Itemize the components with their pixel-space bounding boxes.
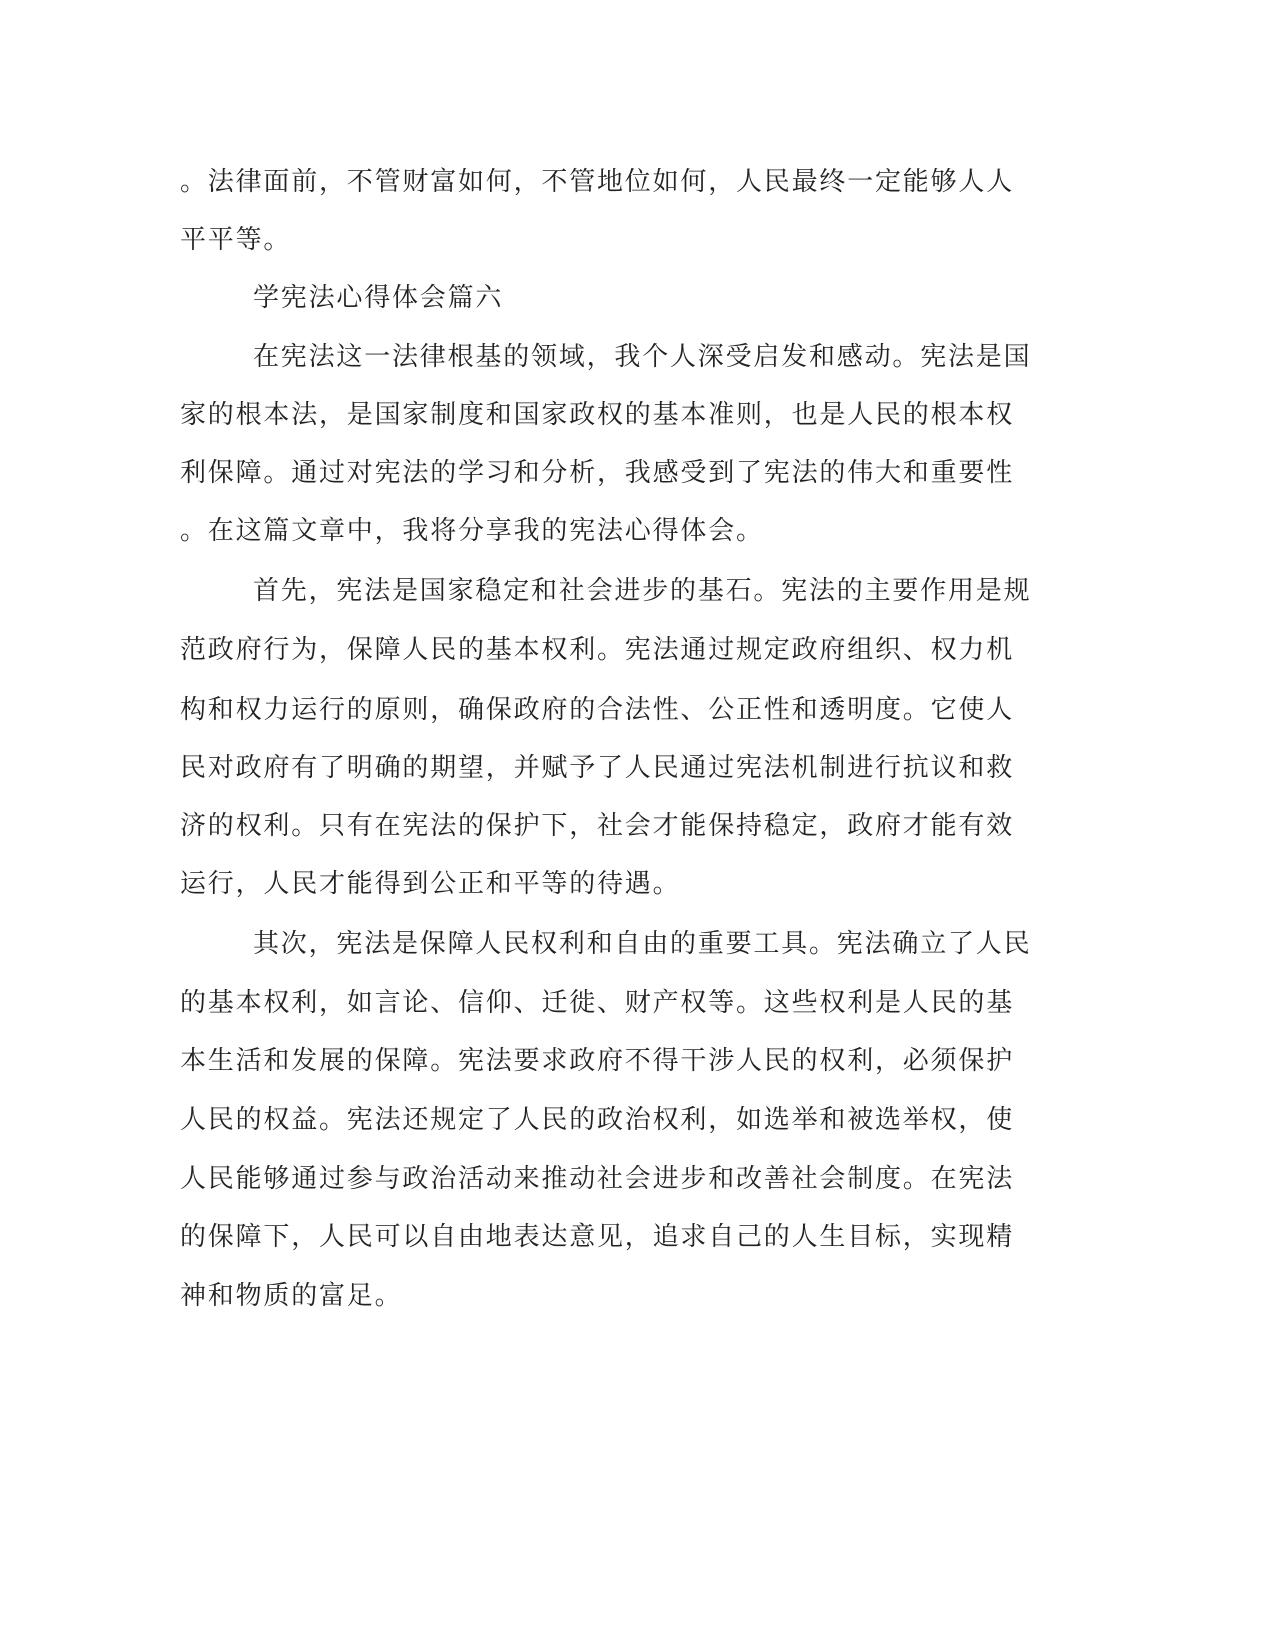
text-line: 人民的权益。宪法还规定了人民的政治权利，如选举和被选举权，使 bbox=[180, 1105, 1015, 1135]
text-line: 济的权利。只有在宪法的保护下，社会才能保持稳定，政府才能有效 bbox=[180, 811, 1015, 841]
text-line: 神和物质的富足。 bbox=[180, 1281, 403, 1311]
text-line: 家的根本法，是国家制度和国家政权的基本准则，也是人民的根本权 bbox=[180, 400, 1015, 430]
text-line: 平平等。 bbox=[180, 225, 292, 255]
text-line: 利保障。通过对宪法的学习和分析，我感受到了宪法的伟大和重要性 bbox=[180, 458, 1015, 488]
text-line: 首先，宪法是国家稳定和社会进步的基石。宪法的主要作用是规 bbox=[253, 576, 1032, 606]
text-line: 运行，人民才能得到公正和平等的待遇。 bbox=[180, 869, 681, 899]
text-line: 范政府行为，保障人民的基本权利。宪法通过规定政府组织、权力机 bbox=[180, 635, 1015, 665]
text-line: 在宪法这一法律根基的领域，我个人深受启发和感动。宪法是国 bbox=[253, 342, 1032, 372]
text-line: 人民能够通过参与政治活动来推动社会进步和改善社会制度。在宪法 bbox=[180, 1164, 1015, 1194]
text-line: 的基本权利，如言论、信仰、迁徙、财产权等。这些权利是人民的基 bbox=[180, 988, 1015, 1018]
text-line: 本生活和发展的保障。宪法要求政府不得干涉人民的权利，必须保护 bbox=[180, 1046, 1015, 1076]
heading-text: 学宪法心得体会篇六 bbox=[253, 283, 504, 313]
text-line: 。法律面前，不管财富如何，不管地位如何，人民最终一定能够人人 bbox=[180, 167, 1015, 197]
text-line: 民对政府有了明确的期望，并赋予了人民通过宪法机制进行抗议和救 bbox=[180, 753, 1015, 783]
text-line: 。在这篇文章中，我将分享我的宪法心得体会。 bbox=[180, 516, 764, 546]
text-line: 构和权力运行的原则，确保政府的合法性、公正性和透明度。它使人 bbox=[180, 695, 1015, 725]
text-line: 的保障下，人民可以自由地表达意见，追求自己的人生目标，实现精 bbox=[180, 1222, 1015, 1252]
text-line: 其次，宪法是保障人民权利和自由的重要工具。宪法确立了人民 bbox=[253, 929, 1032, 959]
